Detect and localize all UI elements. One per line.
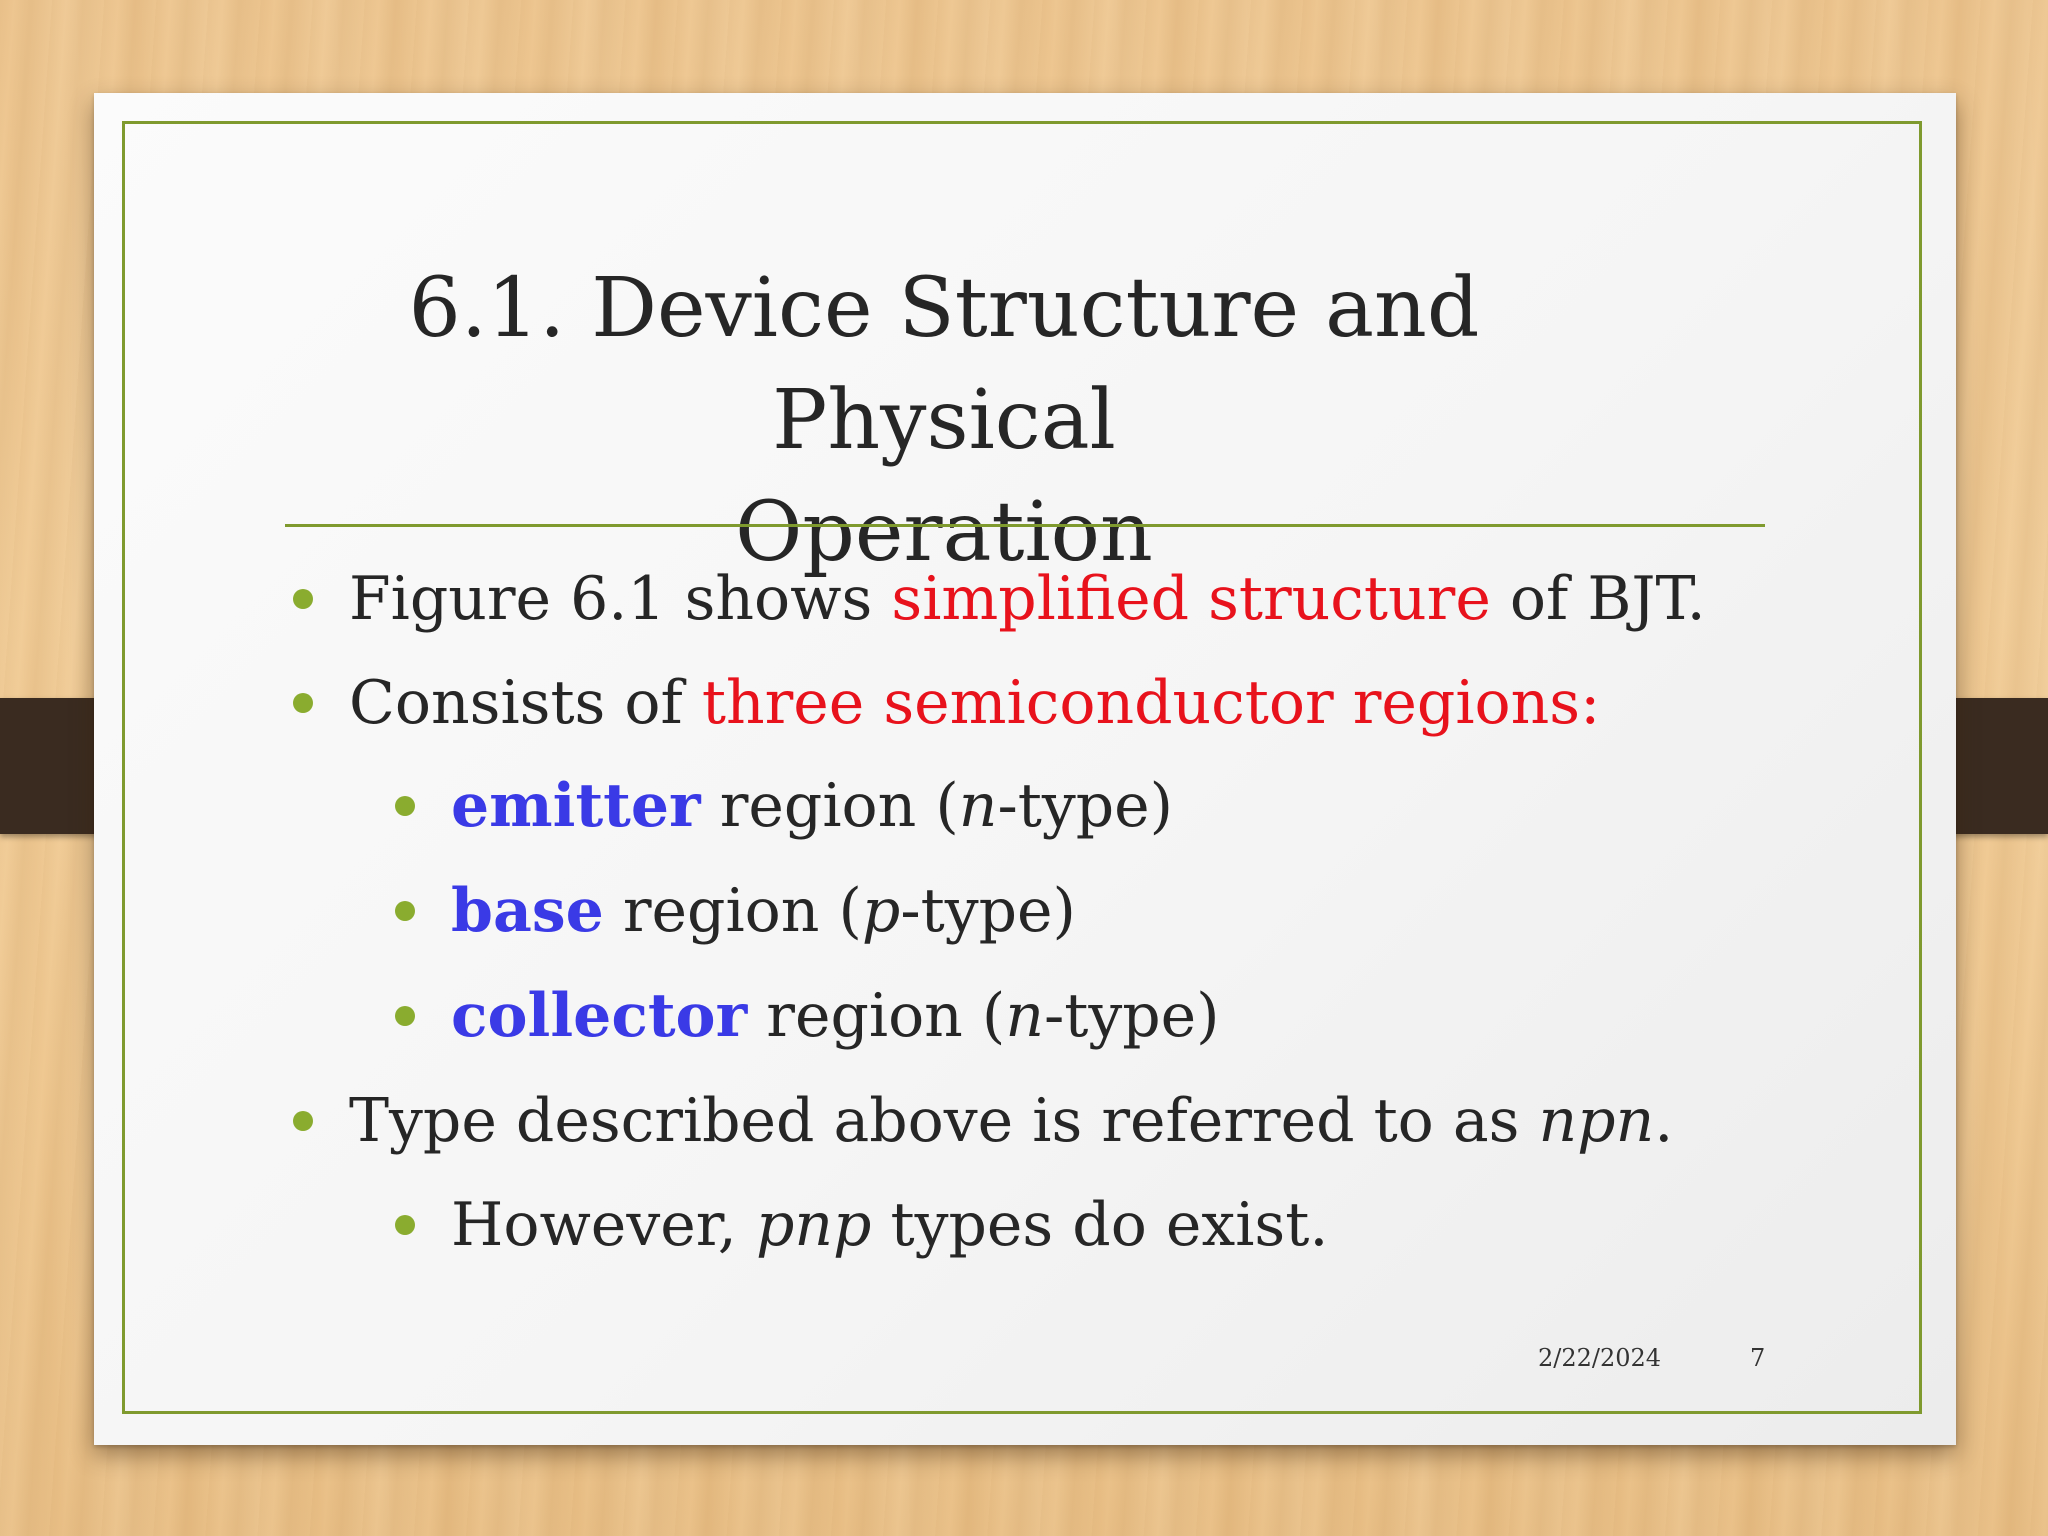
bullet-icon — [395, 901, 415, 921]
bullet-text: Consists of — [349, 668, 702, 738]
slide-number: 7 — [1750, 1344, 1766, 1372]
bullet-item-npn — [349, 1081, 1673, 1161]
slide-title-line-1: 6.1. Device Structure and Physical — [408, 261, 1480, 468]
bullet-text: -type) — [900, 876, 1076, 946]
bullet-list — [94, 93, 1956, 1445]
term-emitter: emitter — [451, 771, 701, 841]
bullet-text: region ( — [603, 876, 862, 946]
doping-type: n — [1005, 981, 1044, 1051]
term-npn: npn — [1538, 1086, 1655, 1156]
bullet-text: -type) — [1043, 981, 1220, 1051]
bullet-icon — [395, 1006, 415, 1026]
bullet-text: Figure 6.1 shows — [349, 564, 892, 634]
doping-type: p — [861, 876, 901, 946]
bullet-text: region ( — [747, 981, 1006, 1051]
doping-type: n — [958, 771, 998, 841]
highlight-three-regions: three semiconductor regions: — [701, 668, 1601, 738]
slide-title-line-2: Operation — [735, 485, 1153, 580]
sub-bullet-collector — [451, 976, 1220, 1056]
sub-bullet-pnp — [451, 1185, 1328, 1265]
term-collector: collector — [451, 981, 748, 1051]
bullet-icon — [395, 1215, 415, 1235]
bullet-icon — [293, 589, 313, 609]
bullet-icon — [293, 693, 313, 713]
highlight-simplified-structure: simplified structure — [891, 564, 1491, 634]
term-base: base — [451, 876, 604, 946]
slide-paper — [94, 93, 1956, 1445]
footer-date: 2/22/2024 — [1538, 1344, 1662, 1372]
bullet-icon — [293, 1111, 313, 1131]
bullet-item-consists — [349, 663, 1600, 743]
bullet-item-figure — [349, 559, 1706, 639]
sub-bullet-emitter — [451, 766, 1173, 846]
bullet-text: Type described above is referred to as — [349, 1086, 1539, 1156]
term-pnp: pnp — [755, 1190, 872, 1260]
bullet-text: region ( — [700, 771, 959, 841]
bullet-text: However, — [451, 1190, 756, 1260]
sub-bullet-base — [451, 871, 1076, 951]
bullet-text: -type) — [997, 771, 1174, 841]
bullet-text: of BJT. — [1490, 564, 1706, 634]
bullet-text: . — [1654, 1086, 1674, 1156]
bullet-text: types do exist. — [871, 1190, 1329, 1260]
bullet-icon — [395, 796, 415, 816]
